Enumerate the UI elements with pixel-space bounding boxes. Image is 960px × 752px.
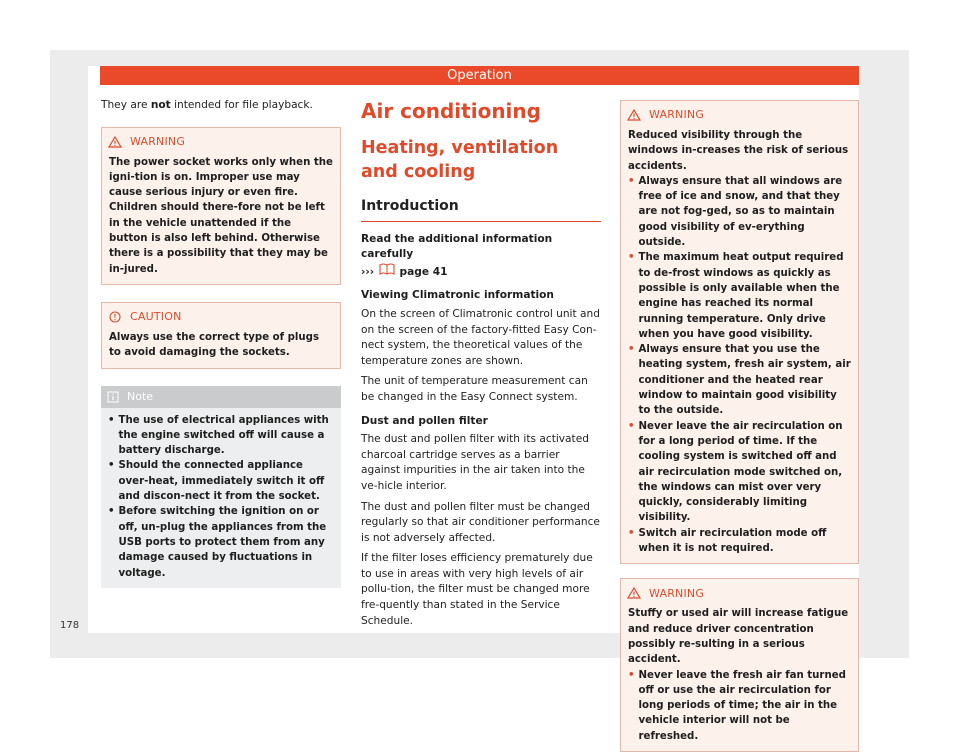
subsection-title: Introduction: [361, 190, 601, 222]
warning-icon: [627, 109, 641, 121]
warning-item: • The maximum heat output required to de-frost windows as quickly as possible is only available when the engine has reached its normal running temperature. Only drive when you have good visibility.: [628, 252, 844, 340]
heading-viewing: Viewing Climatronic information: [361, 289, 554, 302]
warning-label: WARNING: [649, 586, 705, 600]
arrows-icon: ›››: [361, 265, 375, 278]
caution-box: [101, 302, 341, 369]
paragraph: The dust and pollen filter must be changed regularly so that air conditioner performance is not adversely affected.: [361, 500, 600, 544]
caution-icon: [108, 311, 122, 323]
warning-text: The power socket works only when the igni-tion is on. Improper use may cause serious injury or even fire. Children should there-fore not be left in the vehicle unattended if the button is also left behind. Otherwise there is a possibility that they may be in-jured.: [109, 156, 333, 275]
book-icon: [378, 263, 396, 275]
paragraph: The unit of temperature measurement can be changed in the Easy Connect system.: [361, 375, 588, 403]
warning-item: • Always ensure that all windows are free of ice and snow, and that they are not fog-ged, so as to maintain good visibility of ev-erything outside.: [628, 175, 843, 249]
warning-intro: Stuffy or used air will increase fatigue and reduce driver concentration possibly re-sulting in a serious accident.: [628, 608, 849, 666]
warning-label: WARNING: [649, 108, 705, 122]
read-more: Read the additional information carefully: [361, 232, 553, 261]
note-item: • Should the connected appliance over-heat, immediately switch it off and discon-nect it from the socket.: [108, 460, 325, 503]
info-icon: [107, 391, 119, 403]
column-1: [101, 98, 341, 588]
warning-box-socket: [101, 127, 341, 285]
caution-text: Always use the correct type of plugs to avoid damaging the sockets.: [109, 331, 320, 359]
section-title: Heating, ventilation and cooling: [361, 138, 559, 182]
warning-label: WARNING: [130, 134, 186, 148]
note-label: Note: [127, 389, 154, 403]
warning-icon: [627, 587, 641, 599]
warning-item: • Switch air recirculation mode off when it is not required.: [628, 527, 827, 555]
column-3: [620, 98, 859, 752]
chapter-title: Air conditioning: [361, 99, 541, 123]
warning-intro: Reduced visibility through the windows in-creases the risk of serious accidents.: [628, 130, 849, 172]
warning-box-air: [620, 578, 859, 752]
page-reference[interactable]: ››› page 41: [361, 263, 601, 281]
note-item: • The use of electrical appliances with the engine switched off will cause a battery discharge.: [108, 414, 329, 457]
caution-label: CAUTION: [130, 310, 182, 324]
paragraph: On the screen of Climatronic control unit and on the screen of the factory-fitted Easy Con-nect system, the theoretical values of the temperature zones are shown.: [361, 307, 600, 367]
section-header: Operation: [100, 66, 859, 85]
heading-filter: Dust and pollen filter: [361, 414, 488, 427]
warning-item: • Always ensure that you use the heating system, fresh air system, air conditioner and the heated rear window to maintain good visibility to the outside.: [628, 344, 851, 417]
note-box: [101, 386, 341, 588]
warning-item: • Never leave the air recirculation on for a long period of time. If the cooling system is switched off and air recirculation mode switched on, the windows can mist over very quickly, considerably limiting visibility.: [628, 420, 843, 524]
warning-box-visibility: [620, 100, 859, 564]
warning-item: • Never leave the fresh air fan turned off or use the air recirculation for long periods of time; the air in the vehicle interior will not be refreshed.: [628, 669, 846, 742]
intro-paragraph: They are not intended for file playback.: [101, 99, 313, 111]
warning-icon: [108, 136, 122, 148]
note-item: • Before switching the ignition on or off, un-plug the appliances from the USB ports to protect them from any damage caused by fluctuations in voltage.: [108, 506, 327, 579]
column-2: [361, 98, 601, 629]
page-number: 178: [60, 620, 80, 631]
paragraph: If the filter loses efficiency prematurely due to use in areas with very high levels of air pollu-tion, the filter must be changed more fre-quently than stated in the Service Schedule.: [361, 552, 593, 627]
paragraph: The dust and pollen filter with its activated charcoal cartridge serves as a barrier against impurities in the air taken into the ve-hicle interior.: [361, 433, 589, 492]
